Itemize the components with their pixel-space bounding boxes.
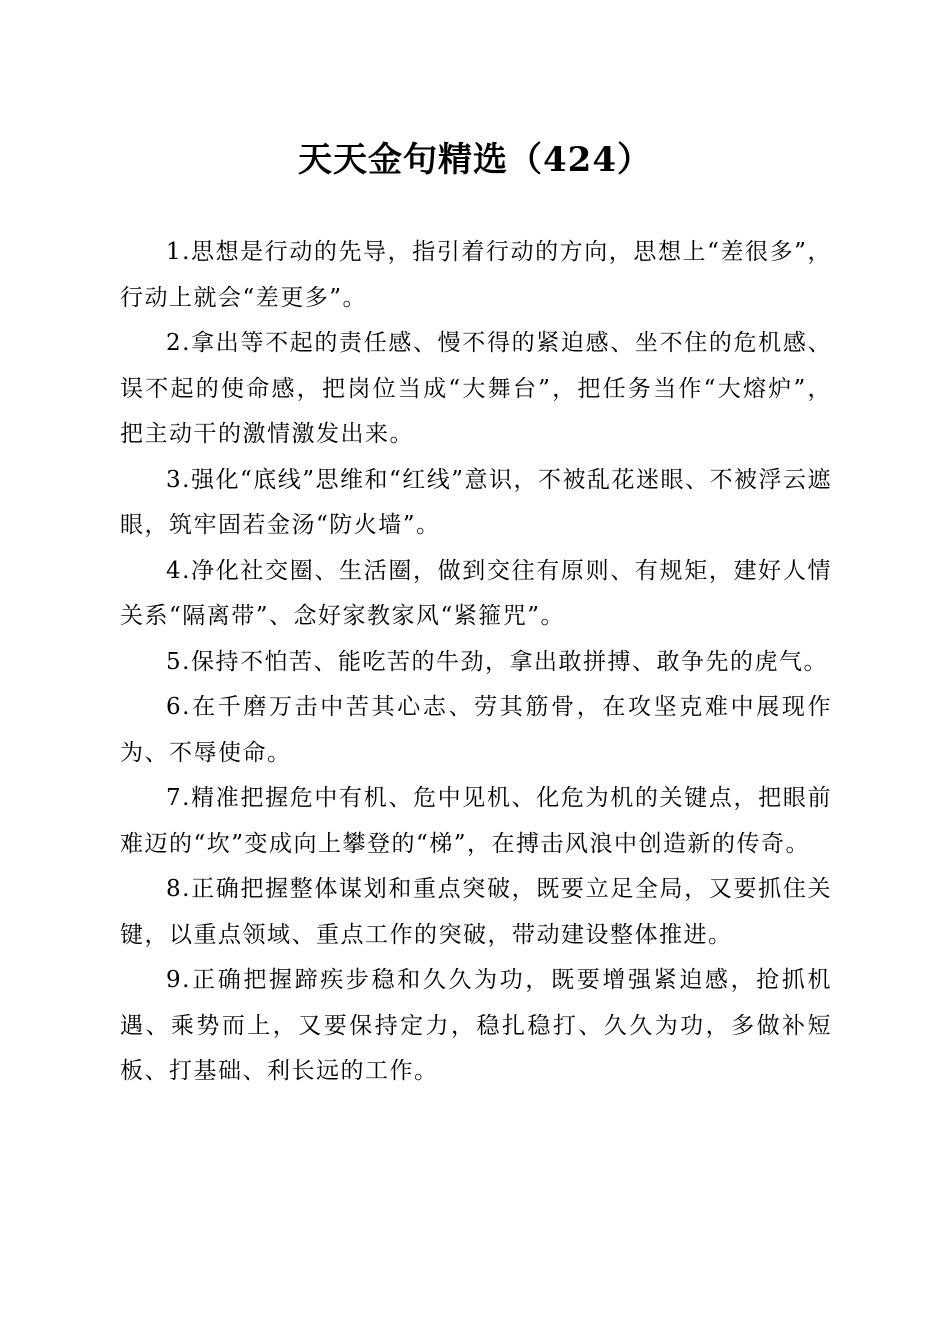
paragraph-6: 6.在千磨万击中苦其心志、劳其筋骨，在攻坚克难中展现作为、不辱使命。: [120, 694, 832, 766]
document-body: [120, 230, 832, 1095]
page-title: 天天金句精选（424）: [298, 140, 652, 180]
paragraph-4: 4.净化社交圈、生活圈，做到交往有原则、有规矩，建好人情关系“隔离带”、念好家教家风“紧箍咒”。: [120, 557, 832, 629]
paragraph-9: 9.正确把握蹄疾步稳和久久为功，既要增强紧迫感，抢抓机遇、乘势而上，又要保持定力，稳扎稳打、久久为功，多做补短板、打基础、利长远的工作。: [120, 967, 832, 1084]
paragraph-1: 1.思想是行动的先导，指引着行动的方向，思想上“差很多”，行动上就会“差更多”。: [120, 239, 832, 311]
paragraph-7: 7.精准把握危中有机、危中见机、化危为机的关键点，把眼前难迈的“坎”变成向上攀登的“梯”，在搏击风浪中创造新的传奇。: [120, 785, 832, 857]
paragraph-2: 2.拿出等不起的责任感、慢不得的紧迫感、坐不住的危机感、误不起的使命感，把岗位当成“大舞台”，把任务当作“大熔炉”，把主动干的激情激发出来。: [120, 330, 832, 447]
paragraph-8: 8.正确把握整体谋划和重点突破，既要立足全局，又要抓住关键，以重点领域、重点工作的突破，带动建设整体推进。: [120, 876, 832, 948]
paragraph-3: 3.强化“底线”思维和“红线”意识，不被乱花迷眼、不被浮云遮眼，筑牢固若金汤“防火墙”。: [120, 466, 832, 538]
paragraph-5: 5.保持不怕苦、能吃苦的牛劲，拿出敢拼搏、敢争先的虎气。: [166, 648, 828, 675]
